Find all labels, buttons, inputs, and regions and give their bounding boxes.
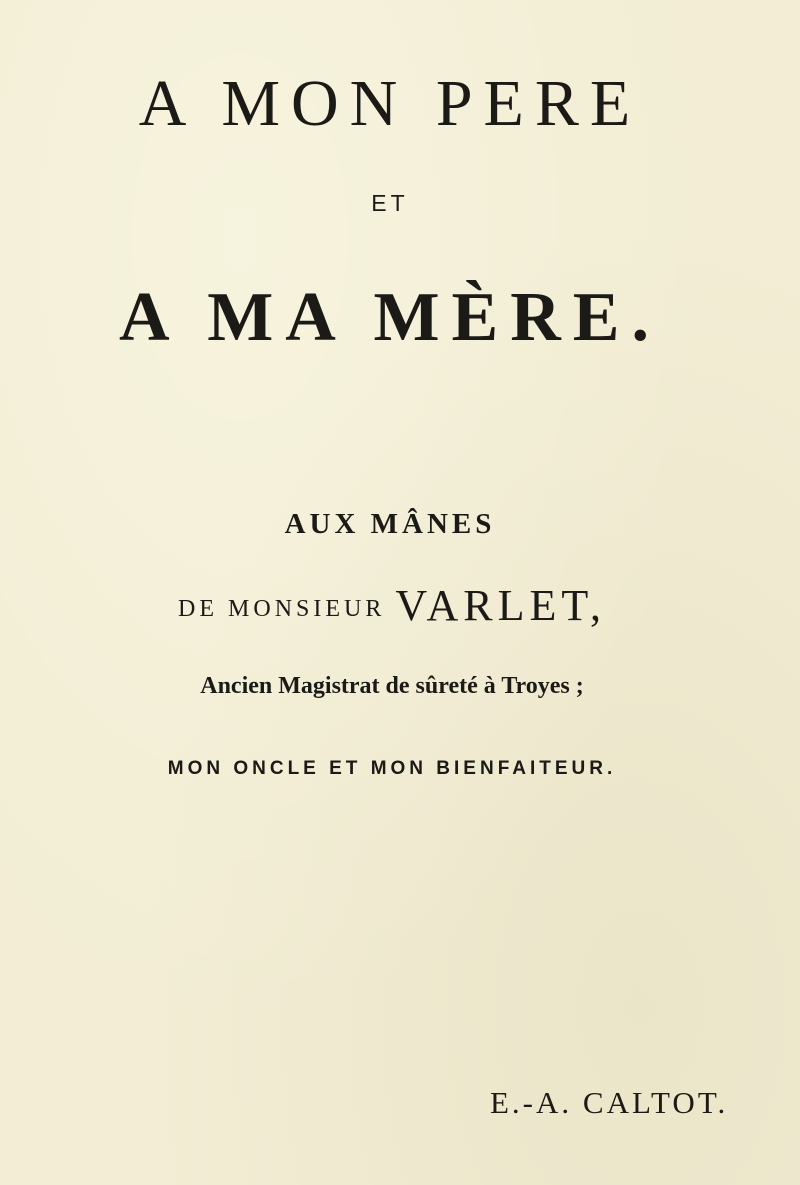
memorial-name: VARLET,	[395, 581, 606, 630]
memorial-de-monsieur: DE MONSIEUR	[178, 596, 386, 622]
memorial-name-line	[0, 580, 792, 631]
memorial-title: Ancien Magistrat de sûreté à Troyes ;	[200, 673, 584, 699]
memorial-relation: MON ONCLE ET MON BIENFAITEUR.	[167, 758, 617, 779]
dedication-conjunction: ET	[371, 190, 409, 216]
author-signature: E.-A. CALTOT.	[490, 1085, 729, 1120]
dedication-to-father: A MON PERE	[138, 67, 642, 140]
dedication-to-mother: A MA MÈRE.	[119, 279, 661, 356]
memorial-heading: AUX MÂNES	[284, 508, 496, 540]
